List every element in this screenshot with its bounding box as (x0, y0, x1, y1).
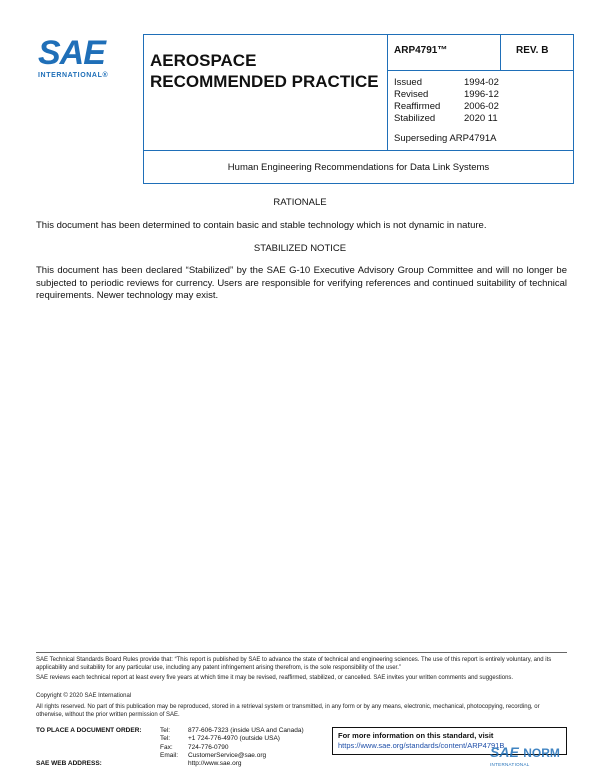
sae-logo (38, 36, 122, 84)
watermark-sae: SAE (490, 744, 519, 760)
contact-row (160, 735, 304, 743)
contact-value: 877-606-7323 (inside USA and Canada) (188, 727, 304, 734)
more-info-title: For more information on this standard, visit (338, 731, 494, 740)
date-row-stabilized (394, 113, 574, 125)
footer-copyright: Copyright © 2020 SAE International (36, 693, 132, 699)
contact-list (160, 727, 304, 768)
superseding-note: Superseding ARP4791A (394, 133, 497, 144)
watermark-sub: INTERNATIONAL (490, 762, 530, 767)
contact-value: 724-776-0790 (188, 743, 229, 751)
logo-subtext: INTERNATIONAL® (38, 72, 109, 79)
date-label: Issued (394, 77, 422, 88)
stabilized-notice-heading: STABILIZED NOTICE (253, 243, 347, 254)
rationale-text: This document has been determined to contain basic and stable technology which is not dynamic in nature. (36, 220, 487, 231)
contact-row (160, 744, 304, 752)
contact-key: Tel: (160, 735, 171, 743)
stabilized-notice-text: This document has been declared “Stabilized” by the SAE G-10 Executive Advisory Group Committee and will no longer be subjected to periodic reviews for currency. Users are responsible for verifying references and continued suitability of technical requirements. Newer technology may exist. (36, 265, 567, 301)
contact-email-link[interactable]: CustomerService@sae.org (188, 751, 267, 759)
contact-key: Email: (160, 751, 179, 759)
date-row-issued (394, 77, 574, 89)
contact-key: Fax: (160, 743, 173, 751)
date-value: 2020 11 (464, 113, 498, 124)
contact-key: Tel: (160, 727, 171, 734)
order-label: TO PLACE A DOCUMENT ORDER: (36, 727, 142, 734)
footer-rules-text: SAE Technical Standards Board Rules provide that: “This report is published by SAE to advance the state of technical and engineering sciences. The use of this report is entirely voluntary, and its applicability and suitability for any particular use, including any patent infringement arising therefrom, is the sole responsibility of the user.” (36, 657, 552, 671)
date-label: Reaffirmed (394, 101, 441, 112)
document-number: ARP4791™ (388, 35, 501, 71)
date-row-reaffirmed (394, 101, 574, 113)
footer-rights-text: All rights reserved. No part of this publication may be reproduced, stored in a retrieval system or transmitted, in any form or by any means, electronic, mechanical, photocopying, recording, or otherwise, without the prior written permission of SAE. (36, 704, 540, 718)
date-history (394, 77, 574, 125)
date-value: 2006-02 (464, 101, 499, 112)
logo-mark: SAE (38, 34, 105, 72)
document-subtitle: Human Engineering Recommendations for Data Link Systems (144, 150, 573, 184)
document-header-box (143, 34, 574, 184)
watermark-norm: NORM (523, 746, 560, 760)
title-line-1: AEROSPACE (150, 51, 257, 70)
contact-value: +1 724-776-4970 (outside USA) (188, 735, 280, 743)
contact-row (160, 760, 304, 768)
web-address-label: SAE WEB ADDRESS: (36, 760, 102, 767)
date-value: 1996-12 (464, 89, 499, 100)
date-value: 1994-02 (464, 77, 499, 88)
title-line-2: RECOMMENDED PRACTICE (150, 72, 379, 91)
footer-review-text: SAE reviews each technical report at least every five years at which time it may be revised, reaffirmed, stabilized, or cancelled. SAE invites your written comments and suggestions. (36, 675, 514, 681)
date-label: Stabilized (394, 113, 436, 124)
contact-row (160, 727, 304, 735)
rationale-heading: RATIONALE (273, 197, 327, 208)
footer-divider (36, 652, 567, 653)
web-address-link[interactable]: http://www.sae.org (188, 760, 242, 768)
revision-label: REV. B (501, 35, 573, 71)
contact-row (160, 752, 304, 760)
date-label: Revised (394, 89, 429, 100)
sae-norm-watermark (490, 744, 582, 770)
date-row-revised (394, 89, 574, 101)
standard-url-link[interactable]: https://www.sae.org/standards/content/ARP4791B (338, 741, 505, 750)
document-type-title (144, 35, 388, 150)
